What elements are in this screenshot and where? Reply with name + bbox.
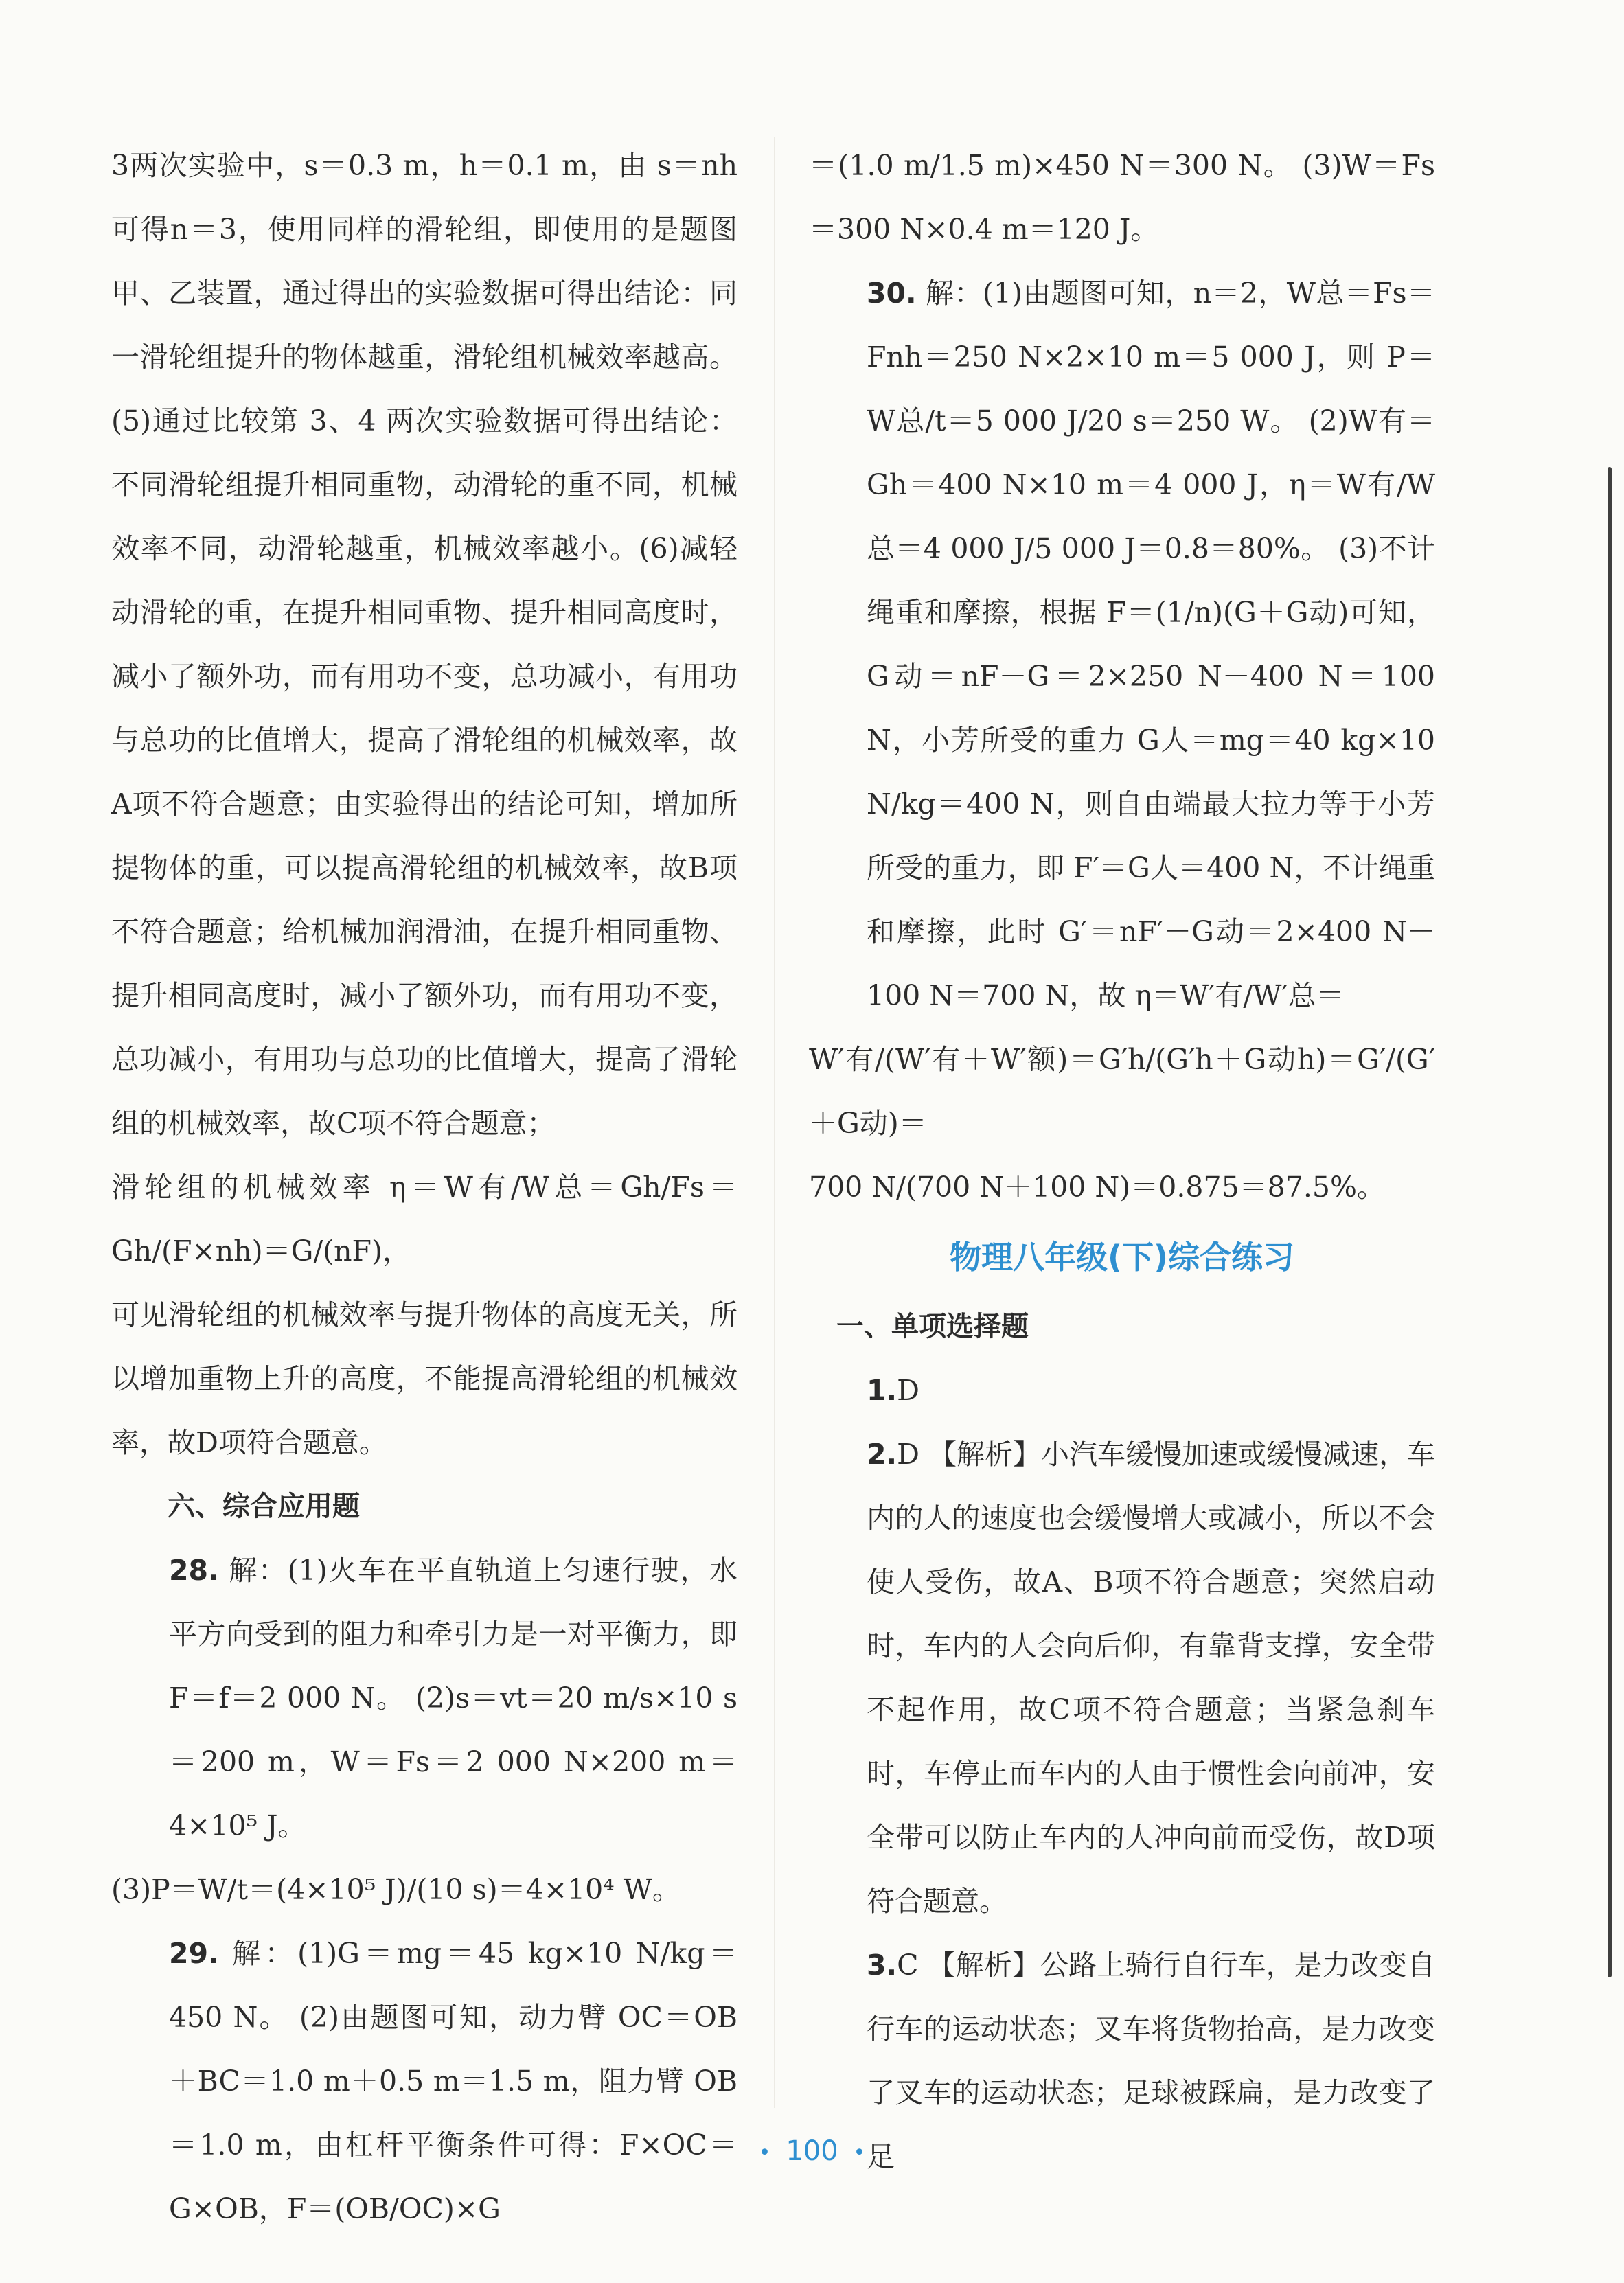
question-28 [111, 1539, 737, 1858]
footer-dot-left: • [758, 2140, 771, 2165]
left-paragraph-3: 可见滑轮组的机械效率与提升物体的高度无关，所以增加重物上升的高度，不能提高滑轮组的机械效率，故D项符合题意。 [111, 1298, 737, 1459]
question-30 [809, 262, 1435, 1028]
question-29-text: 解：(1)G＝mg＝45 kg×10 N/kg＝450 N。 (2)由题图可知，动力臂 OC＝OB＋BC＝1.0 m＋0.5 m＝1.5 m，阻力臂 OB＝1.0 m，由杠杆平衡条件可得：F×OC＝G×OB，F＝(OB/OC)×G [169, 1937, 737, 2225]
answer-3-number: 3. [867, 1949, 897, 1982]
left-paragraph-1: 3两次实验中，s＝0.3 m，h＝0.1 m，由 s＝nh 可得n＝3，使用同样的滑轮组，即使用的是题图甲、乙装置，通过得出的实验数据可得出结论：同一滑轮组提升的物体越重，滑轮组机械效率越高。(5)通过比较第 3、4 两次实验数据可得出结论：不同滑轮组提升相同重物，动滑轮的重不同，机械效率不同，动滑轮越重，机械效率越小。(6)减轻动滑轮的重，在提升相同重物、提升相同高度时，减小了额外功，而有用功不变，总功减小，有用功与总功的比值增大，提高了滑轮组的机械效率，故A项不符合题意；由实验得出的结论可知，增加所提物体的重，可以提高滑轮组的机械效率，故B项不符合题意；给机械加润滑油，在提升相同重物、提升相同高度时，减小了额外功，而有用功不变，总功减小，有用功与总功的比值增大，提高了滑轮组的机械效率，故C项不符合题意； [111, 149, 737, 1140]
answer-1-number: 1. [867, 1374, 897, 1407]
question-28-text: 解：(1)火车在平直轨道上匀速行驶，水平方向受到的阻力和牵引力是一对平衡力，即 F＝f＝2 000 N。 (2)s＝vt＝20 m/s×10 s＝200 m，W＝Fs＝2 000 N×200 m＝4×10⁵ J。 [169, 1554, 737, 1842]
right-column [809, 134, 1435, 2189]
answer-1 [809, 1359, 1435, 1423]
left-column [111, 134, 737, 2241]
page-edge-shadow [1608, 467, 1612, 1977]
answer-3-text: C 【解析】公路上骑行自行车，是力改变自行车的运动状态；叉车将货物抬高，是力改变了叉车的运动状态；足球被踩扁，是力改变了足 [867, 1949, 1435, 2173]
answer-2 [809, 1423, 1435, 1934]
page-number: 100 [786, 2135, 838, 2167]
section-heading-applications: 六、综合应用题 [168, 1491, 360, 1522]
question-30-number: 30. [867, 277, 917, 310]
question-28-part-3: (3)P＝W/t＝(4×10⁵ J)/(10 s)＝4×10⁴ W。 [111, 1873, 681, 1906]
question-29-continued: ＝(1.0 m/1.5 m)×450 N＝300 N。 (3)W＝Fs＝300 N×0.4 m＝120 J。 [809, 149, 1435, 246]
answer-1-text: D [897, 1374, 919, 1407]
question-30-text: 解：(1)由题图可知，n＝2，W总＝Fs＝Fnh＝250 N×2×10 m＝5 000 J，则 P＝W总/t＝5 000 J/20 s＝250 W。 (2)W有＝Gh＝400 N×10 m＝4 000 J，η＝W有/W总＝4 000 J/5 000 J＝0.8＝80%。 (3)不计绳重和摩擦，根据 F＝(1/n)(G＋G动)可知，G动＝nF－G＝2×250 N－400 N＝100 N，小芳所受的重力 G人＝mg＝40 kg×10 N/kg＝400 N，则自由端最大拉力等于小芳所受的重力，即 F′＝G人＝400 N，不计绳重和摩擦，此时 G′＝nF′－G动＝2×400 N－100 N＝700 N，故 η＝W′有/W′总＝ [867, 277, 1435, 1012]
question-30-result: 700 N/(700 N＋100 N)＝0.875＝87.5%。 [809, 1171, 1385, 1204]
section-title: 物理八年级(下)综合练习 [949, 1239, 1295, 1276]
question-29 [111, 1922, 737, 2241]
question-30-formula: W′有/(W′有＋W′额)＝G′h/(G′h＋G动h)＝G′/(G′＋G动)＝ [809, 1043, 1435, 1140]
page-footer [0, 2135, 1624, 2167]
column-divider [774, 137, 775, 2108]
efficiency-formula: 滑轮组的机械效率 η＝W有/W总＝Gh/Fs＝Gh/(F×nh)＝G/(nF)， [111, 1171, 737, 1267]
question-29-number: 29. [169, 1937, 219, 1970]
section-heading-single-choice: 一、单项选择题 [836, 1311, 1029, 1342]
answer-2-number: 2. [867, 1438, 897, 1471]
answer-2-text: D 【解析】小汽车缓慢加速或缓慢减速，车内的人的速度也会缓慢增大或减小，所以不会使人受伤，故A、B项不符合题意；突然启动时，车内的人会向后仰，有靠背支撑，安全带不起作用，故C项不符合题意；当紧急刹车时，车停止而车内的人由于惯性会向前冲，安全带可以防止车内的人冲向前而受伤，故D项符合题意。 [867, 1438, 1436, 1918]
footer-dot-right: • [853, 2140, 866, 2165]
question-28-number: 28. [169, 1554, 219, 1587]
